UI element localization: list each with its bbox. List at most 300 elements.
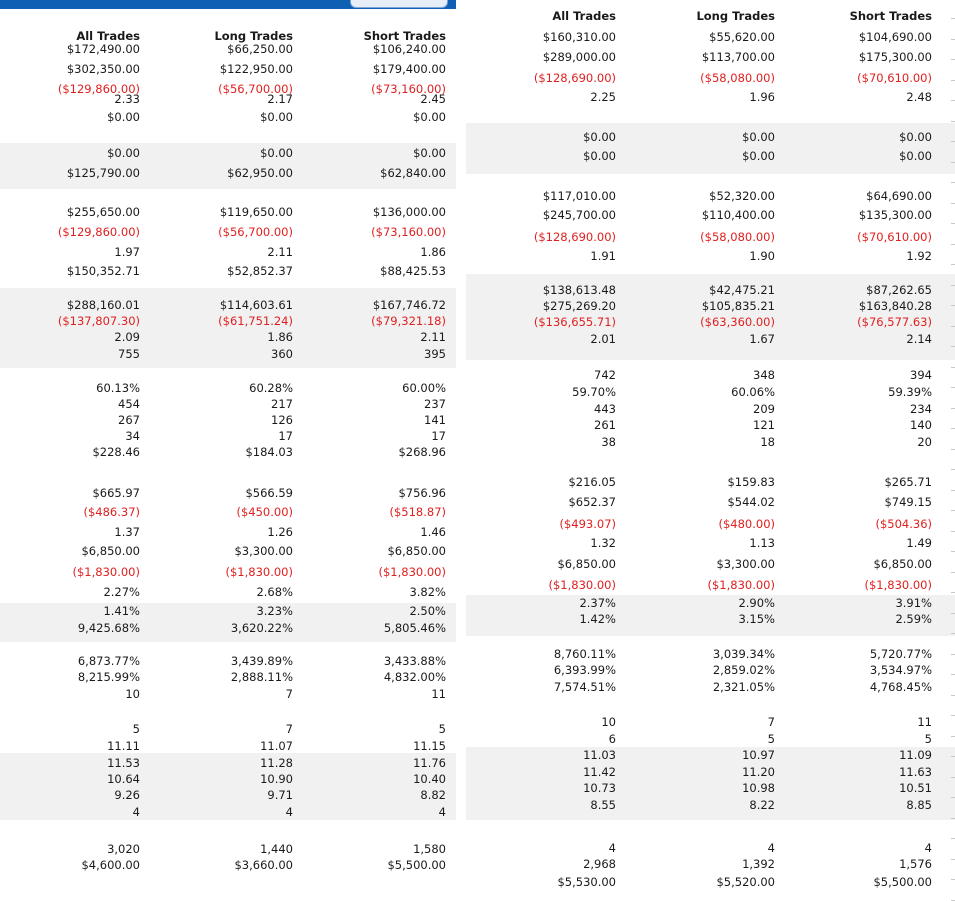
table-cell-short: 3,534.97% (869, 663, 932, 677)
table-cell-short: $268.96 (398, 445, 446, 459)
table-cell-all: ($137,807.30) (57, 314, 140, 328)
table-cell-long: 3.15% (738, 612, 775, 626)
column-header-long[interactable]: Long Trades (696, 9, 775, 23)
table-cell-long: 2.68% (256, 585, 293, 599)
table-cell-all: 8,760.11% (553, 647, 616, 661)
table-cell-long: ($61,751.24) (218, 314, 293, 328)
table-row (466, 298, 955, 315)
table-cell-short: ($504.36) (875, 517, 932, 531)
table-row (0, 244, 456, 261)
table-cell-all: 10 (125, 687, 140, 701)
table-cell-short: $62,840.00 (380, 166, 446, 180)
table-row (0, 396, 456, 413)
table-cell-long: $3,300.00 (716, 557, 775, 571)
table-row (0, 669, 456, 686)
table-cell-short: 5 (924, 732, 932, 746)
table-row (0, 721, 456, 738)
table-row (0, 524, 456, 541)
table-cell-all: 261 (594, 418, 616, 432)
table-cell-short: $175,300.00 (858, 50, 932, 64)
table-row (0, 41, 456, 58)
table-row (466, 331, 955, 348)
table-cell-all: 7,574.51% (553, 680, 616, 694)
table-cell-long: $5,520.00 (716, 875, 775, 889)
ruler-tick (951, 285, 955, 286)
table-cell-long: $0.00 (742, 149, 775, 163)
table-cell-long: $105,835.21 (701, 299, 775, 313)
table-cell-short: 11 (917, 715, 932, 729)
table-row (0, 620, 456, 637)
table-cell-long: $159.83 (727, 475, 775, 489)
table-cell-long: $52,852.37 (227, 264, 293, 278)
table-row (0, 804, 456, 821)
table-cell-all: 11.11 (107, 739, 140, 753)
table-cell-long: 348 (753, 368, 775, 382)
table-cell-all: $652.37 (568, 495, 616, 509)
table-cell-long: 60.28% (249, 381, 293, 395)
table-cell-all: 1.91 (590, 249, 616, 263)
table-row (466, 577, 955, 594)
ruler-tick (951, 223, 955, 224)
table-row (466, 282, 955, 299)
column-header-all[interactable]: All Trades (552, 9, 616, 23)
table-cell-all: $228.46 (92, 445, 140, 459)
column-header-long[interactable]: Long Trades (214, 29, 293, 43)
table-row (0, 380, 456, 397)
table-cell-all: 1.97 (114, 245, 140, 259)
table-cell-all: 10 (601, 715, 616, 729)
table-row (466, 662, 955, 679)
table-cell-short: 1.86 (420, 245, 446, 259)
ruler-tick (951, 203, 955, 204)
table-cell-all: $138,613.48 (542, 283, 616, 297)
table-row (466, 70, 955, 87)
ruler-tick (951, 469, 955, 470)
table-cell-long: 5 (767, 732, 775, 746)
table-cell-all: 38 (601, 435, 616, 449)
table-cell-long: $184.03 (245, 445, 293, 459)
table-cell-short: 237 (424, 397, 446, 411)
table-cell-all: 11.53 (107, 756, 140, 770)
table-cell-long: $55,620.00 (709, 30, 775, 44)
ruler-tick (951, 264, 955, 265)
table-cell-all: 2.01 (590, 332, 616, 346)
table-row (466, 248, 955, 265)
ruler-tick (951, 490, 955, 491)
column-header-short[interactable]: Short Trades (849, 9, 932, 23)
table-cell-long: $113,700.00 (701, 50, 775, 64)
table-cell-long: 1.96 (749, 90, 775, 104)
table-cell-short: 2.45 (420, 92, 446, 106)
ruler-tick (951, 879, 955, 880)
table-cell-short: $5,500.00 (873, 875, 932, 889)
table-cell-all: 6,873.77% (77, 654, 140, 668)
table-cell-all: 59.70% (572, 385, 616, 399)
table-cell-all: 4 (132, 805, 140, 819)
column-header-row (466, 8, 955, 25)
table-cell-short: 394 (910, 368, 932, 382)
table-cell-all: $6,850.00 (557, 557, 616, 571)
table-row (466, 49, 955, 66)
table-cell-all: 8,215.99% (77, 670, 140, 684)
table-row (466, 679, 955, 696)
table-cell-short: 2.14 (906, 332, 932, 346)
table-row (0, 109, 456, 126)
table-cell-short: 60.00% (402, 381, 446, 395)
table-cell-long: 1.13 (749, 536, 775, 550)
table-row (0, 787, 456, 804)
column-header-short[interactable]: Short Trades (363, 29, 446, 43)
table-cell-short: 11 (431, 687, 446, 701)
table-cell-all: $0.00 (583, 149, 616, 163)
table-cell-all: $216.05 (568, 475, 616, 489)
ruler-tick (951, 510, 955, 511)
report-panel-left (0, 0, 456, 900)
table-cell-short: 11.09 (899, 748, 932, 762)
table-row (466, 494, 955, 511)
table-cell-long: 2,888.11% (230, 670, 293, 684)
table-row (0, 204, 456, 221)
table-cell-all: 11.42 (583, 765, 616, 779)
ruler-tick (951, 449, 955, 450)
table-cell-long: $122,950.00 (219, 62, 293, 76)
table-cell-long: 3,039.34% (712, 647, 775, 661)
table-row (0, 485, 456, 502)
table-row (0, 428, 456, 445)
ruler-tick (951, 613, 955, 614)
table-cell-all: 3,020 (107, 842, 140, 856)
table-cell-long: 1.90 (749, 249, 775, 263)
table-cell-all: 742 (594, 368, 616, 382)
table-cell-all: ($1,830.00) (548, 578, 616, 592)
table-cell-short: $6,850.00 (873, 557, 932, 571)
table-row (466, 856, 955, 873)
table-cell-short: 3.91% (895, 596, 932, 610)
table-row (0, 755, 456, 772)
table-cell-long: ($1,830.00) (707, 578, 775, 592)
table-row (466, 89, 955, 106)
ruler-tick (951, 859, 955, 860)
table-cell-all: ($493.07) (559, 517, 616, 531)
table-cell-all: 1.32 (590, 536, 616, 550)
table-cell-short: 59.39% (888, 385, 932, 399)
table-cell-short: 2.48 (906, 90, 932, 104)
table-cell-long: $110,400.00 (701, 208, 775, 222)
table-row (466, 731, 955, 748)
table-cell-long: 121 (753, 418, 775, 432)
table-cell-short: $0.00 (899, 149, 932, 163)
ruler-tick (951, 39, 955, 40)
table-cell-short: ($79,321.18) (371, 314, 446, 328)
table-cell-short: $64,690.00 (866, 189, 932, 203)
table-cell-all: 443 (594, 402, 616, 416)
table-cell-long: $114,603.61 (219, 298, 293, 312)
table-cell-short: 8.82 (420, 788, 446, 802)
table-cell-long: 126 (271, 413, 293, 427)
table-cell-long: 9.71 (267, 788, 293, 802)
ruler-tick (951, 592, 955, 593)
table-cell-all: 11.03 (583, 748, 616, 762)
ruler-tick (951, 633, 955, 634)
table-cell-long: ($450.00) (236, 505, 293, 519)
table-row (0, 91, 456, 108)
table-cell-short: $5,500.00 (387, 858, 446, 872)
table-cell-all: $0.00 (107, 110, 140, 124)
table-cell-long: ($63,360.00) (700, 315, 775, 329)
table-cell-long: 3.23% (256, 604, 293, 618)
table-cell-long: 10.90 (260, 772, 293, 786)
table-row (0, 297, 456, 314)
ruler-tick (951, 326, 955, 327)
table-cell-long: $544.02 (727, 495, 775, 509)
table-cell-short: 234 (910, 402, 932, 416)
table-cell-short: ($1,830.00) (378, 565, 446, 579)
table-cell-long: 209 (753, 402, 775, 416)
table-cell-long: 11.20 (742, 765, 775, 779)
table-row (466, 595, 955, 612)
table-cell-all: $255,650.00 (66, 205, 140, 219)
table-cell-all: ($129,860.00) (57, 82, 140, 96)
table-row (0, 584, 456, 601)
table-cell-short: 17 (431, 429, 446, 443)
table-cell-long: 7 (767, 715, 775, 729)
table-row (466, 747, 955, 764)
table-row (466, 516, 955, 533)
table-cell-all: 1.41% (103, 604, 140, 618)
table-cell-all: $172,490.00 (66, 42, 140, 56)
table-row (466, 646, 955, 663)
table-cell-all: $302,350.00 (66, 62, 140, 76)
table-row (466, 188, 955, 205)
table-cell-long: 7 (285, 722, 293, 736)
table-cell-long: 2.17 (267, 92, 293, 106)
ruler-tick (951, 305, 955, 306)
table-row (466, 148, 955, 165)
ruler-tick (951, 141, 955, 142)
table-cell-short: $135,300.00 (858, 208, 932, 222)
table-cell-short: 5,720.77% (869, 647, 932, 661)
table-cell-all: $4,600.00 (81, 858, 140, 872)
table-cell-short: ($518.87) (389, 505, 446, 519)
table-row (466, 474, 955, 491)
table-row (466, 434, 955, 451)
table-cell-all: ($128,690.00) (533, 230, 616, 244)
table-row (0, 841, 456, 858)
table-row (0, 61, 456, 78)
ruler-tick (951, 121, 955, 122)
table-row (466, 840, 955, 857)
table-cell-long: $66,250.00 (227, 42, 293, 56)
table-cell-all: 755 (118, 347, 140, 361)
table-cell-all: $289,000.00 (542, 50, 616, 64)
table-row (466, 874, 955, 891)
table-cell-long: 3,439.89% (230, 654, 293, 668)
table-row (466, 556, 955, 573)
ruler-tick (951, 797, 955, 798)
table-cell-long: 4 (767, 841, 775, 855)
table-cell-short: 8.85 (906, 798, 932, 812)
table-cell-long: 360 (271, 347, 293, 361)
table-row (0, 738, 456, 755)
table-cell-all: $0.00 (107, 146, 140, 160)
table-cell-short: $163,840.28 (858, 299, 932, 313)
table-cell-long: 11.07 (260, 739, 293, 753)
table-row (466, 129, 955, 146)
panel-separator (456, 0, 466, 900)
table-cell-long: $0.00 (260, 110, 293, 124)
table-cell-all: $5,530.00 (557, 875, 616, 889)
table-cell-short: $0.00 (413, 110, 446, 124)
table-cell-all: $245,700.00 (542, 208, 616, 222)
table-cell-short: $88,425.53 (380, 264, 446, 278)
table-row (466, 797, 955, 814)
table-cell-all: $275,269.20 (542, 299, 616, 313)
ruler-tick (951, 182, 955, 183)
table-row (0, 444, 456, 461)
table-row (466, 401, 955, 418)
table-cell-all: 2.27% (103, 585, 140, 599)
table-cell-short: ($76,577.63) (857, 315, 932, 329)
table-cell-all: ($136,655.71) (533, 315, 616, 329)
table-row (466, 417, 955, 434)
table-cell-long: 3,620.22% (230, 621, 293, 635)
table-cell-short: 4 (438, 805, 446, 819)
table-row (466, 611, 955, 628)
table-cell-short: 395 (424, 347, 446, 361)
table-cell-long: 10.97 (742, 748, 775, 762)
table-cell-short: 3.82% (409, 585, 446, 599)
table-cell-short: 11.76 (413, 756, 446, 770)
table-cell-all: 1.37 (114, 525, 140, 539)
table-cell-all: $0.00 (583, 130, 616, 144)
table-cell-short: 11.15 (413, 739, 446, 753)
table-cell-short: 1.92 (906, 249, 932, 263)
table-cell-short: 1.46 (420, 525, 446, 539)
table-cell-long: 18 (760, 435, 775, 449)
table-cell-long: ($480.00) (718, 517, 775, 531)
table-cell-long: 10.98 (742, 781, 775, 795)
table-row (0, 165, 456, 182)
table-cell-short: 4,832.00% (383, 670, 446, 684)
table-cell-all: ($1,830.00) (72, 565, 140, 579)
table-row (0, 771, 456, 788)
table-cell-short: $167,746.72 (372, 298, 446, 312)
table-cell-long: 2.90% (738, 596, 775, 610)
table-cell-long: $566.59 (245, 486, 293, 500)
table-cell-long: $52,320.00 (709, 189, 775, 203)
column-header-all[interactable]: All Trades (76, 29, 140, 43)
table-cell-all: ($486.37) (83, 505, 140, 519)
table-cell-short: 141 (424, 413, 446, 427)
table-row (466, 535, 955, 552)
table-row (466, 229, 955, 246)
table-cell-long: 2,859.02% (712, 663, 775, 677)
table-cell-all: 2,968 (583, 857, 616, 871)
table-cell-short: $756.96 (398, 486, 446, 500)
table-cell-short: 4 (924, 841, 932, 855)
table-cell-long: ($1,830.00) (225, 565, 293, 579)
table-cell-all: 2.37% (579, 596, 616, 610)
ruler-tick (951, 428, 955, 429)
table-row (466, 764, 955, 781)
table-cell-all: 60.13% (96, 381, 140, 395)
table-cell-short: 5 (438, 722, 446, 736)
table-cell-short: 3,433.88% (383, 654, 446, 668)
table-cell-all: $117,010.00 (542, 189, 616, 203)
table-cell-short: $265.71 (884, 475, 932, 489)
table-cell-short: ($70,610.00) (857, 71, 932, 85)
table-cell-all: 6,393.99% (553, 663, 616, 677)
table-cell-all: $150,352.71 (66, 264, 140, 278)
table-cell-long: 1,392 (742, 857, 775, 871)
table-cell-short: $6,850.00 (387, 544, 446, 558)
table-cell-short: $179,400.00 (372, 62, 446, 76)
ruler-tick (951, 736, 955, 737)
ruler-tick (951, 80, 955, 81)
table-cell-all: $125,790.00 (66, 166, 140, 180)
table-cell-long: ($58,080.00) (700, 230, 775, 244)
table-cell-all: 6 (608, 732, 616, 746)
table-cell-short: $0.00 (899, 130, 932, 144)
table-cell-all: 8.55 (590, 798, 616, 812)
ruler-tick (951, 367, 955, 368)
table-cell-long: 60.06% (731, 385, 775, 399)
table-cell-short: 11.63 (899, 765, 932, 779)
table-cell-long: ($56,700.00) (218, 225, 293, 239)
table-cell-long: 1.26 (267, 525, 293, 539)
table-row (0, 329, 456, 346)
table-cell-short: 20 (917, 435, 932, 449)
table-cell-long: $62,950.00 (227, 166, 293, 180)
table-cell-short: 1.49 (906, 536, 932, 550)
table-cell-long: 11.28 (260, 756, 293, 770)
table-row (466, 780, 955, 797)
table-cell-all: 34 (125, 429, 140, 443)
table-cell-all: 10.73 (583, 781, 616, 795)
table-row (0, 603, 456, 620)
table-row (466, 714, 955, 731)
table-row (0, 857, 456, 874)
ruler-tick (951, 572, 955, 573)
table-cell-long: $3,660.00 (234, 858, 293, 872)
table-row (0, 686, 456, 703)
table-cell-all: 4 (608, 841, 616, 855)
table-cell-short: ($73,160.00) (371, 82, 446, 96)
ruler-tick (951, 715, 955, 716)
table-cell-all: $288,160.01 (66, 298, 140, 312)
table-cell-long: 2,321.05% (712, 680, 775, 694)
table-row (466, 29, 955, 46)
table-cell-all: 2.25 (590, 90, 616, 104)
table-cell-short: 4,768.45% (869, 680, 932, 694)
table-cell-long: 1.86 (267, 330, 293, 344)
table-row (0, 564, 456, 581)
table-row (0, 543, 456, 560)
ruler-tick (951, 346, 955, 347)
table-cell-short: ($73,160.00) (371, 225, 446, 239)
ruler-tick (951, 408, 955, 409)
ruler-tick (951, 674, 955, 675)
ruler-tick (951, 777, 955, 778)
ruler-tick (951, 551, 955, 552)
table-cell-all: 267 (118, 413, 140, 427)
table-row (0, 504, 456, 521)
ruler-tick (951, 838, 955, 839)
table-cell-all: $160,310.00 (542, 30, 616, 44)
ruler-tick (951, 695, 955, 696)
ruler-tick (951, 756, 955, 757)
ruler-tick (951, 531, 955, 532)
